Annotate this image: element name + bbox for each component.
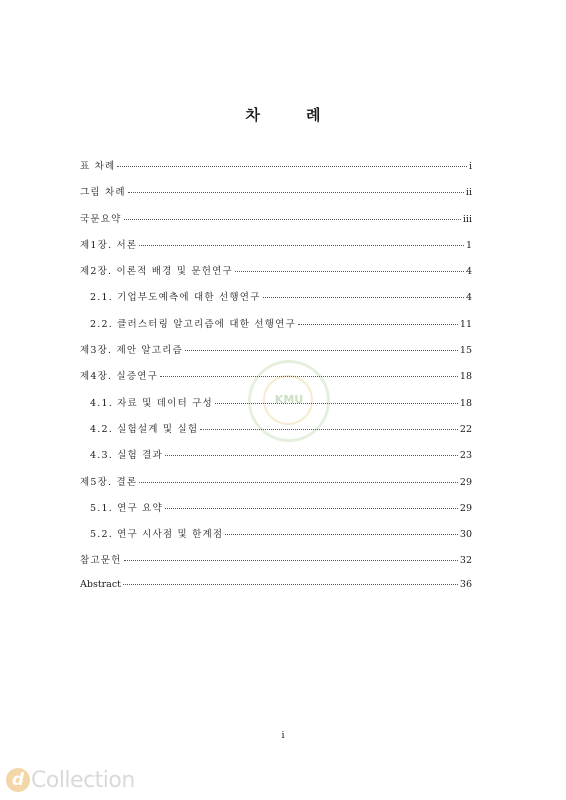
toc-entry[interactable] (80, 158, 472, 184)
toc-entry-label: 4.3. 실험 결과 (90, 450, 163, 462)
toc-entry-page: 36 (459, 578, 472, 590)
toc-entry-label: 참고문헌 (80, 555, 122, 567)
toc-entry[interactable] (80, 421, 472, 447)
toc-entry-label: Abstract (80, 578, 121, 590)
toc-entry-page: 18 (459, 371, 472, 383)
toc-entry-label: 2.2. 클러스터링 알고리즘에 대한 선행연구 (90, 318, 296, 330)
logo-mark: d (6, 768, 30, 792)
toc-entry-page: 11 (459, 318, 472, 330)
toc-entry[interactable] (80, 342, 472, 368)
toc-entry-label: 4.1. 자료 및 데이터 구성 (90, 397, 213, 409)
toc-entry[interactable] (80, 289, 472, 315)
toc-entry-label: 제4장. 실증연구 (80, 371, 158, 383)
toc-dot-leader (117, 166, 467, 167)
toc-entry[interactable] (80, 237, 472, 263)
toc-entry[interactable] (80, 184, 472, 210)
toc-entry[interactable] (80, 263, 472, 289)
seal-text: KMU (274, 393, 304, 406)
toc-entry-label: 제5장. 결론 (80, 476, 138, 488)
toc-entry-page: 15 (459, 345, 472, 357)
toc-dot-leader (160, 376, 458, 377)
toc-entry-page: 4 (465, 266, 472, 278)
toc-entry[interactable] (80, 447, 472, 473)
toc-entry-page: 32 (459, 555, 472, 567)
toc-entry-page: 1 (465, 239, 472, 251)
page-number: i (281, 730, 285, 741)
toc-entry-label: 국문요약 (80, 213, 122, 225)
toc-dot-leader (124, 560, 458, 561)
toc-dot-leader (225, 534, 458, 535)
toc-entry-page: 29 (459, 476, 472, 488)
toc-dot-leader (128, 192, 464, 193)
toc-entry[interactable] (80, 526, 472, 552)
toc-entry[interactable] (80, 316, 472, 342)
toc-dot-leader (215, 403, 458, 404)
table-of-contents (80, 158, 472, 605)
toc-entry-label: 4.2. 실험설계 및 실험 (90, 423, 199, 435)
toc-entry-page: 4 (465, 292, 472, 304)
toc-dot-leader (185, 350, 458, 351)
toc-entry[interactable] (80, 395, 472, 421)
toc-entry-label: 5.2. 연구 시사점 및 한계점 (90, 529, 224, 541)
toc-entry-label: 제2장. 이론적 배경 및 문헌연구 (80, 266, 233, 278)
toc-entry[interactable] (80, 474, 472, 500)
toc-entry-label: 표 차례 (80, 161, 116, 172)
toc-dot-leader (124, 219, 461, 220)
toc-dot-leader (139, 482, 458, 483)
toc-entry-page: 30 (459, 529, 472, 541)
toc-entry-label: 제3장. 제안 알고리즘 (80, 345, 183, 357)
toc-entry-page: ii (465, 187, 472, 199)
toc-dot-leader (263, 297, 464, 298)
toc-entry-label: 5.1. 연구 요약 (90, 502, 163, 514)
page-title (0, 104, 566, 125)
logo-wordmark: Collection (31, 767, 135, 793)
toc-entry-page: i (468, 161, 472, 172)
toc-entry[interactable] (80, 552, 472, 578)
toc-entry-label: 제1장. 서론 (80, 239, 138, 251)
title-char-2: 례 (306, 106, 321, 124)
toc-entry[interactable] (80, 579, 472, 605)
toc-entry[interactable] (80, 500, 472, 526)
toc-entry-page: 29 (459, 502, 472, 514)
toc-dot-leader (139, 245, 464, 246)
dcollection-logo (6, 766, 135, 794)
title-char-1: 차 (245, 106, 260, 124)
toc-dot-leader (200, 429, 458, 430)
toc-dot-leader (298, 324, 458, 325)
toc-dot-leader (123, 584, 458, 585)
toc-dot-leader (165, 455, 458, 456)
toc-entry[interactable] (80, 211, 472, 237)
toc-entry[interactable] (80, 368, 472, 394)
toc-entry-page: 18 (459, 397, 472, 409)
toc-entry-page: 22 (459, 423, 472, 435)
toc-entry-page: 23 (459, 450, 472, 462)
toc-dot-leader (165, 508, 458, 509)
toc-dot-leader (235, 271, 464, 272)
toc-entry-label: 그림 차례 (80, 187, 126, 199)
toc-entry-label: 2.1. 기업부도예측에 대한 선행연구 (90, 292, 261, 304)
toc-entry-page: iii (462, 213, 472, 225)
